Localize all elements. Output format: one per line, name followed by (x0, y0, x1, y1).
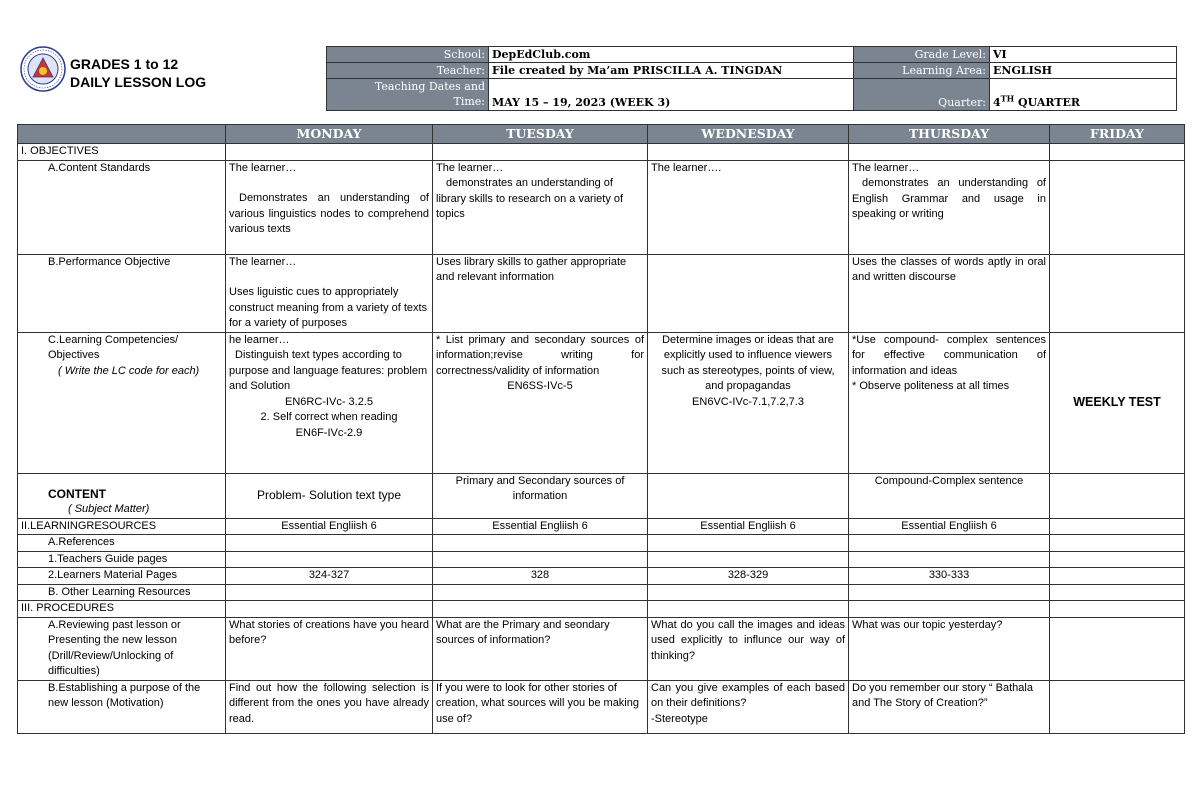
lc-mon-4: 2. Self correct when reading (260, 411, 398, 423)
content-standards-wednesday: The learner…. (648, 160, 849, 254)
competencies-label (18, 332, 226, 473)
section-procedures: III. PROCEDURES (18, 601, 226, 618)
content-label (18, 473, 226, 518)
grade-label: Grade Level: (854, 47, 990, 63)
performance-label: B.Performance Objective (18, 254, 226, 332)
resources-monday: Essential Engliish 6 (226, 518, 433, 535)
dates-value: MAY 15 – 19, 2023 (WEEK 3) (489, 79, 854, 111)
review-label: A.Reviewing past lesson or Presenting the new lesson (Drill/Review/Unlocking of difficulties) (18, 617, 226, 680)
day-wednesday: WEDNESDAY (648, 125, 849, 144)
days-header-blank (18, 125, 226, 144)
competencies-monday (226, 332, 433, 473)
content-label-2: ( Subject Matter) (68, 503, 150, 515)
references-row (18, 535, 1185, 552)
cs-thu-line-2: demonstrates an understanding of English Grammar and usage in speaking or writing (852, 177, 1046, 220)
area-value: ENGLISH (990, 63, 1177, 79)
lc-label-3: ( Write the LC code for each) (58, 364, 200, 377)
competencies-wednesday (648, 332, 849, 473)
competencies-thursday (849, 332, 1050, 473)
lesson-log-table (17, 124, 1185, 734)
lc-mon-1: he learner… (229, 333, 290, 346)
dates-label (327, 79, 489, 111)
content-standards-tuesday (433, 160, 648, 254)
lc-mon-5: EN6F-IVc-2.9 (295, 426, 363, 439)
header-info-table (326, 46, 1177, 111)
lm-pages-monday: 324-327 (226, 568, 433, 585)
lc-tue-2: EN6SS-IVc-5 (507, 380, 573, 392)
resources-row (18, 518, 1185, 535)
school-value: DepEdClub.com (489, 47, 854, 63)
content-tuesday: Primary and Secondary sources of information (433, 473, 648, 518)
dates-label-line-1: Teaching Dates and (374, 80, 485, 93)
section-objectives: I. OBJECTIVES (18, 144, 226, 161)
content-standards-label: A.Content Standards (18, 160, 226, 254)
cs-tue-line-2: demonstrates an understanding of library skills to research on a variety of topics (436, 177, 624, 220)
review-monday: What stories of creations have you heard before? (226, 617, 433, 680)
content-monday: Problem- Solution text type (226, 473, 433, 518)
other-resources-row (18, 584, 1185, 601)
cs-tue-line-1: The learner… (436, 161, 504, 174)
performance-monday (226, 254, 433, 332)
title-line-2: DAILY LESSON LOG (70, 74, 207, 90)
lc-label-1: C.Learning Competencies/ (48, 333, 179, 346)
performance-row (18, 254, 1185, 332)
purpose-wed-2: -Stereotype (651, 712, 708, 725)
lc-thu-2: * Observe politeness at all times (852, 380, 1010, 392)
other-resources-label: B. Other Learning Resources (18, 584, 226, 601)
lm-pages-thursday: 330-333 (849, 568, 1050, 585)
quarter-suffix: TH (1000, 93, 1015, 104)
lc-wed-2: EN6VC-IVc-7.1,7.2,7.3 (692, 395, 804, 408)
teacher-label: Teacher: (327, 63, 489, 79)
content-standards-thursday (849, 160, 1050, 254)
purpose-thursday: Do you remember our story “ Bathala and The Story of Creation?” (849, 680, 1050, 733)
content-label-1: CONTENT (48, 486, 106, 501)
section-objectives-row (18, 144, 1185, 161)
day-tuesday: TUESDAY (433, 125, 648, 144)
quarter-number: 4 (993, 96, 1001, 109)
resources-wednesday: Essential Engliish 6 (648, 518, 849, 535)
dates-label-line-2: Time: (453, 95, 485, 108)
section-resources: II.LEARNINGRESOURCES (18, 518, 226, 535)
lc-mon-3: EN6RC-IVc- 3.2.5 (284, 395, 374, 408)
day-thursday: THURSDAY (849, 125, 1050, 144)
review-wednesday: What do you call the images and ideas used explicitly to influnce our way of thinking? (648, 617, 849, 680)
purpose-wed-1: Can you give examples of each based on their definitions? (651, 681, 845, 709)
content-standards-row (18, 160, 1185, 254)
teacher-value: File created by Ma’am PRISCILLA A. TINGDAN (489, 63, 854, 79)
weekly-test: WEEKLY TEST (1050, 332, 1185, 473)
review-thursday: What was our topic yesterday? (849, 617, 1050, 680)
review-tuesday: What are the Primary and seondary sources of information? (433, 617, 648, 680)
area-label: Learning Area: (854, 63, 990, 79)
performance-thursday: Uses the classes of words aptly in oral and written discourse (849, 254, 1050, 332)
lc-wed-1: Determine images or ideas that are explicitly used to influence viewers such as stereotypes, points of view, and propagandas (661, 333, 835, 392)
purpose-wednesday (648, 680, 849, 733)
deped-seal-icon (20, 46, 66, 92)
po-mon-line-1: The learner… (229, 255, 297, 268)
performance-tuesday: Uses library skills to gather appropriate and relevant information (433, 254, 648, 332)
day-monday: MONDAY (226, 125, 433, 144)
lm-pages-label: 2.Learners Material Pages (18, 568, 226, 585)
lc-label-2: Objectives (48, 349, 100, 361)
resources-thursday: Essential Engliish 6 (849, 518, 1050, 535)
cs-thu-line-1: The learner… (852, 161, 920, 174)
quarter-word: QUARTER (1014, 96, 1081, 109)
school-label: School: (327, 47, 489, 63)
purpose-tuesday: If you were to look for other stories of creation, what sources will you be making use of? (433, 680, 648, 733)
resources-tuesday: Essential Engliish 6 (433, 518, 648, 535)
competencies-row (18, 332, 1185, 473)
references-label: A.References (18, 535, 226, 552)
lm-pages-tuesday: 328 (433, 568, 648, 585)
content-standards-monday (226, 160, 433, 254)
purpose-label: B.Establishing a purpose of the new lesson (Motivation) (18, 680, 226, 733)
competencies-tuesday (433, 332, 648, 473)
cs-mon-line-1: The learner… (229, 161, 297, 174)
review-row (18, 617, 1185, 680)
lc-thu-1: *Use compound- complex sentences for effective communication of information and ideas (852, 333, 1046, 377)
purpose-monday: Find out how the following selection is different from the ones you have already read. (226, 680, 433, 733)
grade-value: VI (990, 47, 1177, 63)
days-header-row (18, 125, 1185, 144)
lc-mon-2: Distinguish text types according to purpose and language features: problem and Solution (229, 349, 428, 392)
tg-pages-row (18, 551, 1185, 568)
quarter-label: Quarter: (854, 79, 990, 111)
lc-tue-1: * List primary and secondary sources of information;revise writing for correctness/validity of information (436, 333, 644, 377)
document-title (70, 55, 206, 91)
title-line-1: GRADES 1 to 12 (70, 56, 179, 72)
section-procedures-row (18, 601, 1185, 618)
day-friday: FRIDAY (1050, 125, 1185, 144)
quarter-value (990, 79, 1177, 111)
po-mon-line-2: Uses liguistic cues to appropriately construct meaning from a variety of texts for a variety of purposes (229, 286, 428, 329)
content-row (18, 473, 1185, 518)
purpose-row (18, 680, 1185, 733)
cs-mon-line-2: Demonstrates an understanding of various linguistics nodes to comprehend various texts (229, 192, 429, 235)
tg-pages-label: 1.Teachers Guide pages (18, 551, 226, 568)
lm-pages-row (18, 568, 1185, 585)
content-thursday: Compound-Complex sentence (849, 473, 1050, 518)
lm-pages-wednesday: 328-329 (648, 568, 849, 585)
